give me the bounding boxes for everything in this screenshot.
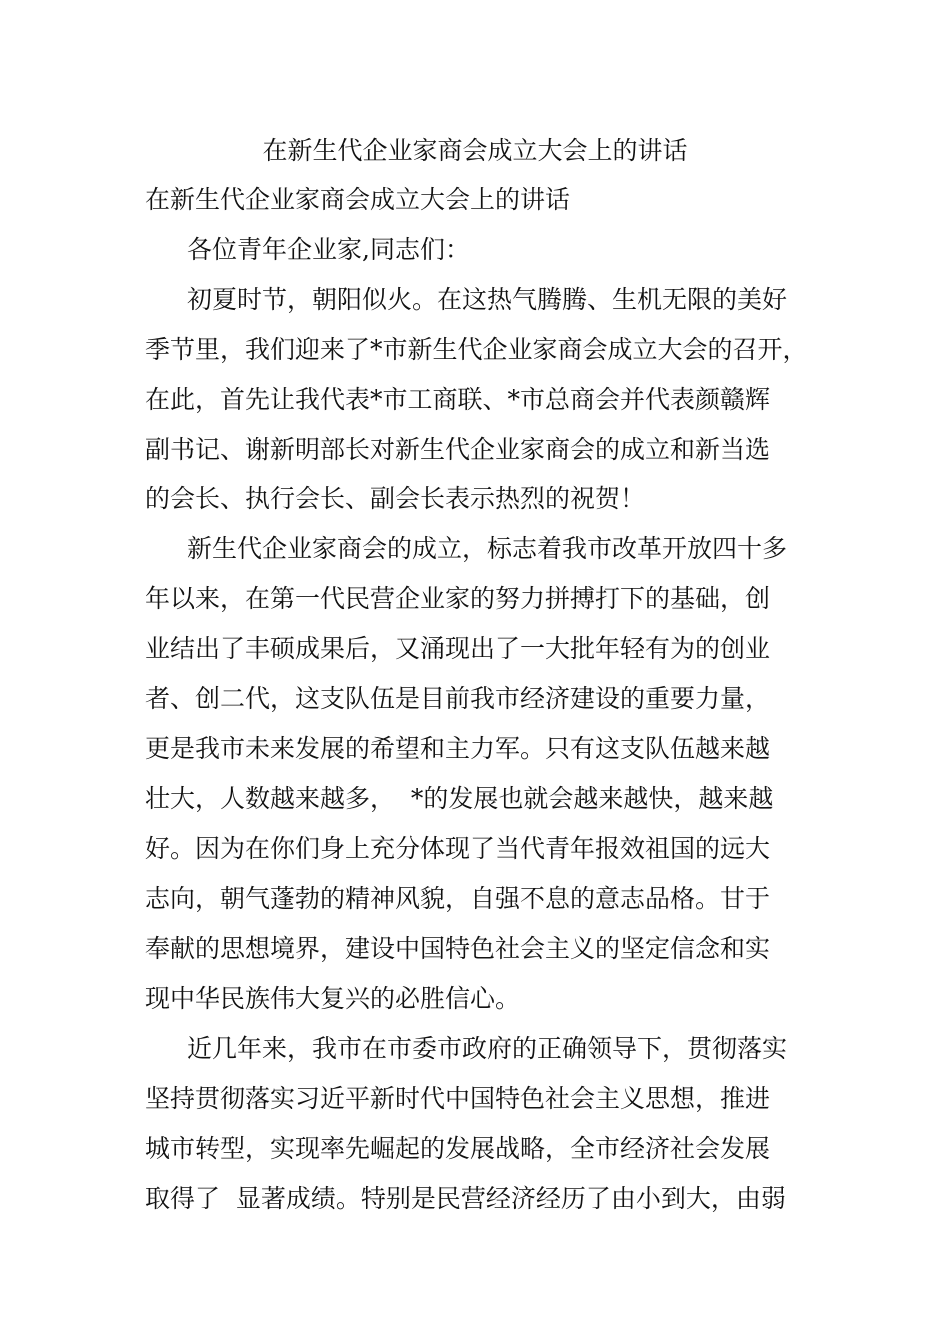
paragraph-line: 初夏时节，朝阳似火。在这热气腾腾、生机无限的美好 — [187, 285, 788, 314]
paragraph-line: 坚持贯彻落实习近平新时代中国特色社会主义思想，推进 — [145, 1084, 771, 1113]
document-title: 在新生代企业家商会成立大会上的讲话 — [262, 136, 688, 165]
paragraph-line: 更是我市未来发展的希望和主力军。只有这支队伍越来越 — [145, 734, 771, 763]
paragraph-line: 城市转型，实现率先崛起的发展战略，全市经济社会发展 — [145, 1134, 771, 1163]
paragraph-line: 在此，首先让我代表*市工商联、*市总商会并代表颜赣辉 — [145, 385, 771, 414]
paragraph-line: 奉献的思想境界，建设中国特色社会主义的坚定信念和实 — [145, 934, 771, 963]
paragraph-line: 季节里，我们迎来了*市新生代企业家商会成立大会的召开， — [145, 335, 808, 364]
paragraph-line: 年以来，在第一代民营企业家的努力拼搏打下的基础，创 — [145, 584, 771, 613]
subtitle-line: 在新生代企业家商会成立大会上的讲话 — [145, 185, 571, 214]
salutation-line: 各位青年企业家,同志们： — [187, 235, 470, 264]
paragraph-line: 业结出了丰硕成果后，又涌现出了一大批年轻有为的创业 — [145, 634, 771, 663]
paragraph-line: 壮大，人数越来越多， *的发展也就会越来越快，越来越 — [145, 784, 774, 813]
paragraph-line: 志向，朝气蓬勃的精神风貌，自强不息的意志品格。甘于 — [145, 884, 771, 913]
paragraph-line: 者、创二代，这支队伍是目前我市经济建设的重要力量， — [145, 684, 771, 713]
paragraph-line: 的会长、执行会长、副会长表示热烈的祝贺！ — [145, 484, 646, 513]
paragraph-line: 现中华民族伟大复兴的必胜信心。 — [145, 984, 521, 1013]
paragraph-line: 近几年来，我市在市委市政府的正确领导下，贯彻落实 — [187, 1034, 788, 1063]
paragraph-line: 取得了 显著成绩。特别是民营经济经历了由小到大，由弱 — [145, 1184, 786, 1213]
paragraph-line: 副书记、谢新明部长对新生代企业家商会的成立和新当选 — [145, 435, 771, 464]
paragraph-line: 新生代企业家商会的成立，标志着我市改革开放四十多 — [187, 534, 788, 563]
paragraph-line: 好。因为在你们身上充分体现了当代青年报效祖国的远大 — [145, 834, 771, 863]
